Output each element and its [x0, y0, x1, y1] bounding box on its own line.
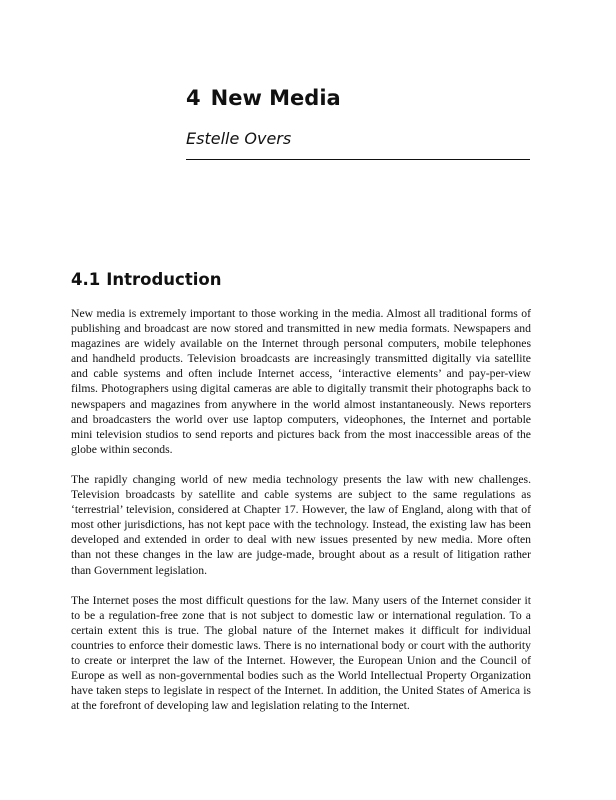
section-title: Introduction: [106, 270, 222, 289]
section-number: 4.1: [71, 270, 101, 289]
body-paragraph-1: New media is extremely important to those working in the media. Almost all traditional forms of publishing and broadcast are now stored and transmitted in new media formats. Newspapers and magazines are widely available on the Internet through personal computers, mobile telephones and handheld products. Television broadcasts are increasingly transmitted digitally via satellite and cable systems and often include Internet access, ‘interactive elements’ and pay-per-view films. Photographers using digital cameras are able to digitally transmit their photographs back to newspapers and magazines from anywhere in the world almost instantaneously. News reporters and broadcasters the world over use laptop computers, videophones, the Internet and portable mini television studios to send reports and pictures back from the most inaccessible areas of the globe within seconds.: [71, 307, 531, 456]
chapter-title-text: New Media: [210, 86, 341, 110]
chapter-header: [186, 84, 530, 148]
section-introduction: [71, 268, 531, 728]
body-paragraph-3: The Internet poses the most difficult questions for the law. Many users of the Internet consider it to be a regulation-free zone that is not subject to domestic law or international regulation. To a certain extent this is true. The global nature of the Internet makes it difficult for individual countries to enforce their domestic laws. There is no international body or court with the authority to create or interpret the law of the Internet. However, the European Union and the Council of Europe as well as non-governmental bodies such as the World Intellectual Property Organization have taken steps to legislate in respect of the Internet. In addition, the United States of America is at the forefront of developing law and legislation relating to the Internet.: [71, 593, 531, 713]
chapter-title: [186, 84, 530, 112]
section-heading: [71, 268, 531, 292]
body-paragraph-2: The rapidly changing world of new media technology presents the law with new challenges. Television broadcasts by satellite and cable systems are subject to the same regulations as ‘terrestrial’ television, considered at Chapter 17. However, the law of England, along with that of most other jurisdictions, has not kept pace with the technology. Instead, the existing law has been developed and extended in order to deal with new issues presented by new media. More often than not these changes in the law are judge-made, brought about as a result of litigation rather than Government legislation.: [71, 472, 531, 577]
chapter-divider: [186, 159, 530, 160]
chapter-author: Estelle Overs: [186, 129, 292, 148]
chapter-number: 4: [186, 86, 201, 110]
